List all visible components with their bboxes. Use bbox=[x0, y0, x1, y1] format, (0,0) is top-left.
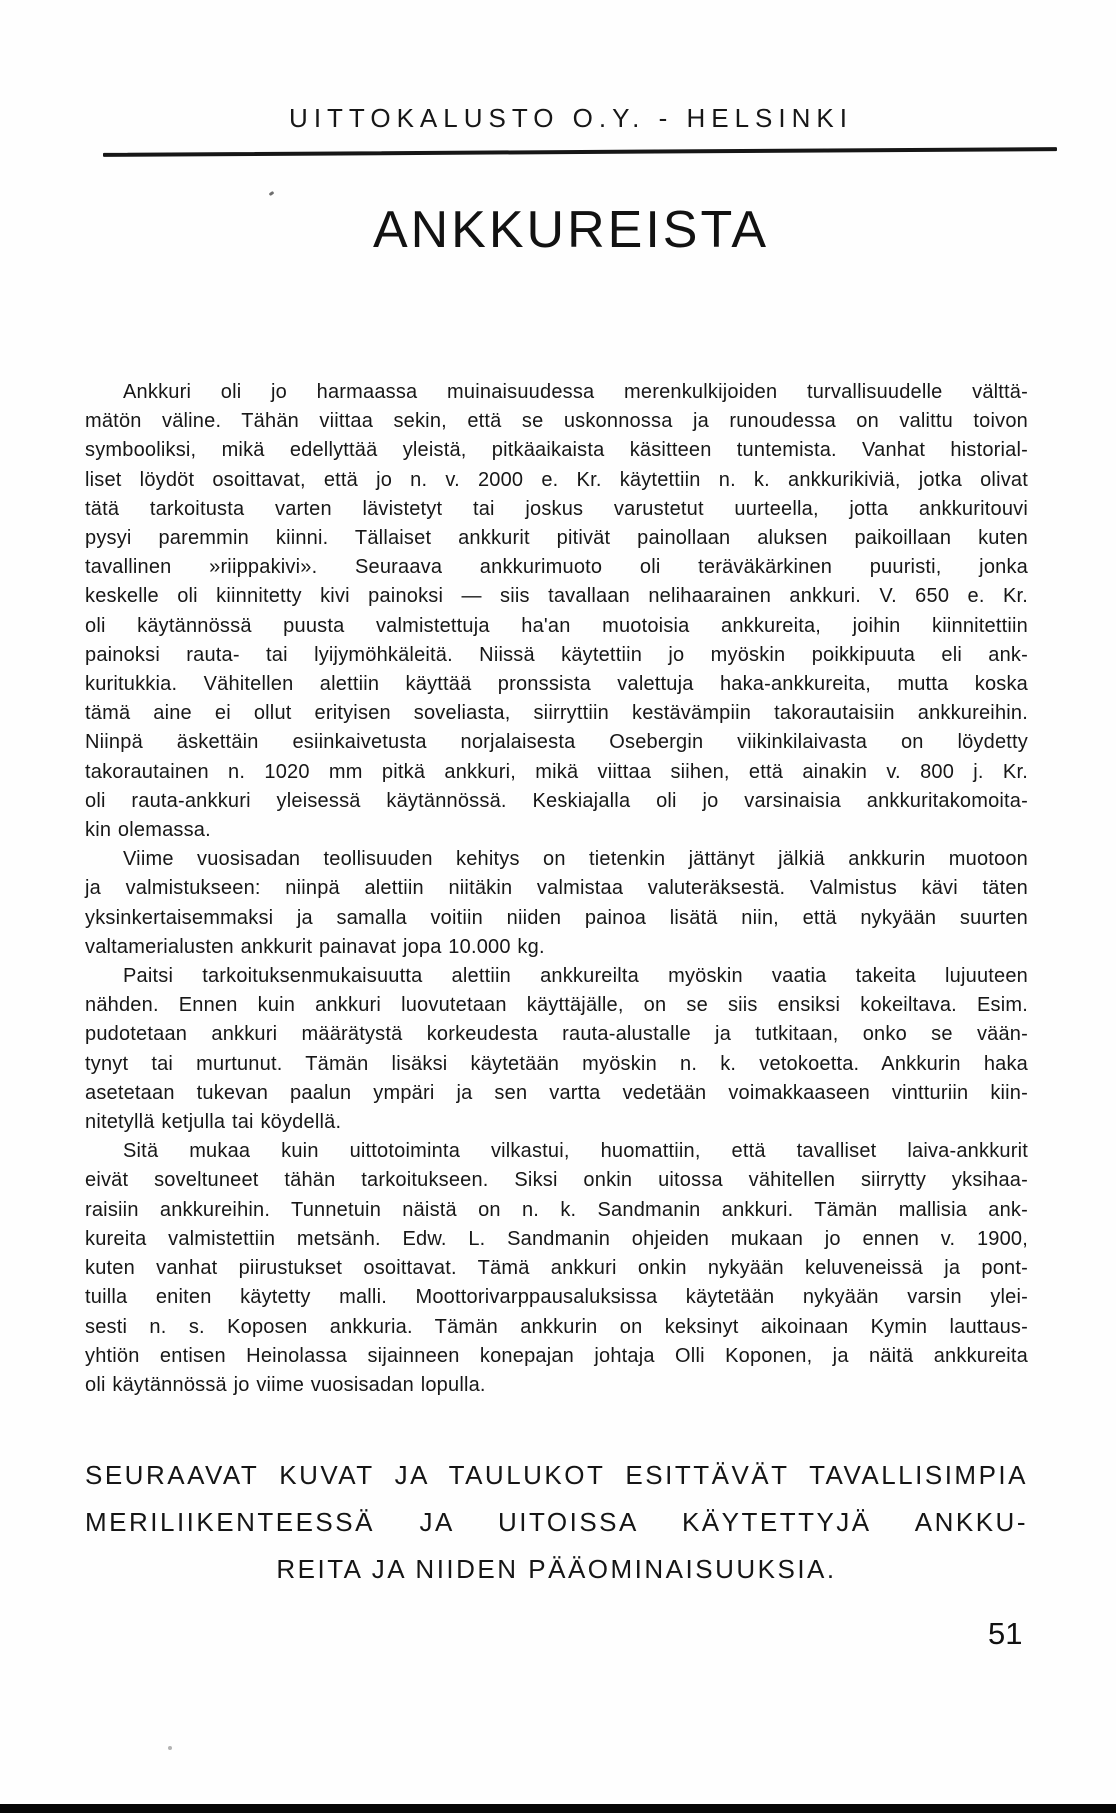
running-header: UITTOKALUSTO O.Y. - HELSINKI bbox=[289, 103, 853, 133]
text-line: takorautainen n. 1020 mm pitkä ankkuri, mikä viittaa siihen, että ainakin v. 800 j. Kr. bbox=[85, 760, 1028, 783]
text-line: ja valmistukseen: niinpä alettiin niitäkin valmistaa valuteräksestä. Valmistus kävi täten bbox=[85, 877, 1028, 900]
text-line: Paitsi tarkoituksenmukaisuutta alettiin ankkureilta myöskin vaatia takeita lujuuteen bbox=[123, 965, 1028, 988]
closing-heading-line: MERILIIKENTEESSÄ JA UITOISSA KÄYTETTYJÄ ANKKU- bbox=[85, 1507, 1028, 1537]
text-line: sesti n. s. Koposen ankkuria. Tämän ankkurin on keksinyt aikoinaan Kymin lauttaus- bbox=[85, 1315, 1028, 1338]
text-line: Sitä mukaa kuin uittotoiminta vilkastui, huomattiin, että tavalliset laiva-ankkurit bbox=[123, 1140, 1028, 1163]
text-line: mätön väline. Tähän viittaa sekin, että se uskonnossa ja runoudessa on valittu toivon bbox=[85, 410, 1028, 433]
text-line: tätä tarkoitusta varten lävistetyt tai joskus varustetut uurteella, jotta ankkuritouvi bbox=[85, 497, 1028, 520]
closing-heading-line: REITA JA NIIDEN PÄÄOMINAISUUKSIA. bbox=[276, 1554, 837, 1584]
text-line: yhtiön entisen Heinolassa sijainneen konepajan johtaja Olli Koponen, ja näitä ankkureita bbox=[85, 1344, 1028, 1367]
text-line: tuilla eniten käytetty malli. Moottorivarppausaluksissa käytetään nykyään varsin ylei- bbox=[85, 1286, 1028, 1309]
closing-heading bbox=[85, 1452, 1028, 1593]
page-number: 51 bbox=[988, 1616, 1023, 1651]
text-line: nähden. Ennen kuin ankkuri luovutetaan käyttäjälle, on se siis ensiksi kokeiltava. Esim. bbox=[85, 994, 1028, 1017]
text-line: kin olemassa. bbox=[85, 819, 211, 842]
page-title: ANKKUREISTA bbox=[372, 201, 770, 259]
text-line: valtamerialusten ankkurit painavat jopa 10.000 kg. bbox=[85, 935, 545, 958]
text-line: keskelle oli kiinnitetty kivi painoksi — siis tavallaan nelihaarainen ankkuri. V. 650 e. Kr. bbox=[85, 585, 1028, 608]
text-line: symbooliksi, mikä edellyttää yleistä, pitkäaikaista käsitteen tuntemista. Vanhat historial- bbox=[85, 439, 1028, 462]
text-line: Viime vuosisadan teollisuuden kehitys on tietenkin jättänyt jälkiä ankkurin muotoon bbox=[123, 848, 1028, 871]
text-line: asetetaan tukevan paalun ympäri ja sen vartta vedetään voimakkaaseen vintturiin kiin- bbox=[85, 1081, 1028, 1104]
text-line: kuten vanhat piirustukset osoittavat. Tämä ankkuri onkin nykyään keluveneissä ja pont- bbox=[85, 1257, 1028, 1280]
text-line: tynyt tai murtunut. Tämän lisäksi käytetään myöskin n. k. vetokoetta. Ankkurin haka bbox=[85, 1052, 1028, 1075]
text-line: Niinpä äskettäin esiinkaivetusta norjalaisesta Osebergin viikinkilaivasta on löydetty bbox=[85, 731, 1028, 754]
text-line: liset löydöt osoittavat, että jo n. v. 2000 e. Kr. käytettiin n. k. ankkurikiviä, jotka olivat bbox=[85, 468, 1028, 491]
scan-dot bbox=[168, 1746, 172, 1750]
closing-heading-line: SEURAAVAT KUVAT JA TAULUKOT ESITTÄVÄT TAVALLISIMPIA bbox=[85, 1460, 1028, 1490]
text-line: oli käytännössä jo viime vuosisadan lopulla. bbox=[85, 1373, 486, 1396]
text-line: pudotetaan ankkuri määrätystä korkeudesta rauta-alustalle ja tutkitaan, onko se vään- bbox=[85, 1023, 1028, 1046]
text-line: tavallinen »riippakivi». Seuraava ankkurimuoto oli teräväkärkinen puuristi, jonka bbox=[85, 556, 1028, 579]
scan-speck bbox=[269, 191, 275, 196]
text-line: yksinkertaisemmaksi ja samalla voitiin niiden painoa lisätä niin, että nykyään suurten bbox=[85, 906, 1028, 929]
text-line: kuritukkia. Vähitellen alettiin käyttää pronssista valettuja haka-ankkureita, mutta koska bbox=[85, 673, 1028, 696]
header-rule bbox=[103, 147, 1057, 157]
text-line: pysyi paremmin kiinni. Tällaiset ankkurit pitivät painollaan aluksen paikoillaan kuten bbox=[85, 527, 1028, 550]
scan-edge-bar bbox=[0, 1804, 1116, 1813]
text-line: painoksi rauta- tai lyijymöhkäleitä. Niissä käytettiin jo myöskin poikkipuuta eli ank- bbox=[85, 643, 1028, 666]
text-line: nitetyllä ketjulla tai köydellä. bbox=[85, 1111, 342, 1134]
text-line: oli käytännössä puusta valmistettuja ha'an muotoisia ankkureita, joihin kiinnitettiin bbox=[85, 614, 1028, 637]
text-line: Ankkuri oli jo harmaassa muinaisuudessa merenkulkijoiden turvallisuudelle välttä- bbox=[123, 381, 1028, 403]
text-line: raisiin ankkureihin. Tunnetuin näistä on n. k. Sandmanin ankkuri. Tämän mallisia ank- bbox=[85, 1198, 1028, 1221]
text-line: kureita valmistettiin metsänh. Edw. L. Sandmanin ohjeiden mukaan jo ennen v. 1900, bbox=[85, 1227, 1028, 1250]
text-line: eivät soveltuneet tähän tarkoitukseen. Siksi onkin uitossa vähitellen siirrytty yksihaa- bbox=[85, 1169, 1028, 1192]
text-line: oli rauta-ankkuri yleisessä käytännössä. Keskiajalla oli jo varsinaisia ankkuritakomoita- bbox=[85, 789, 1028, 812]
text-line: tämä aine ei ollut erityisen soveliasta, siirryttiin kestävämpiin takorautaisiin ankkureihin. bbox=[85, 702, 1028, 725]
body-text bbox=[85, 378, 1028, 1400]
